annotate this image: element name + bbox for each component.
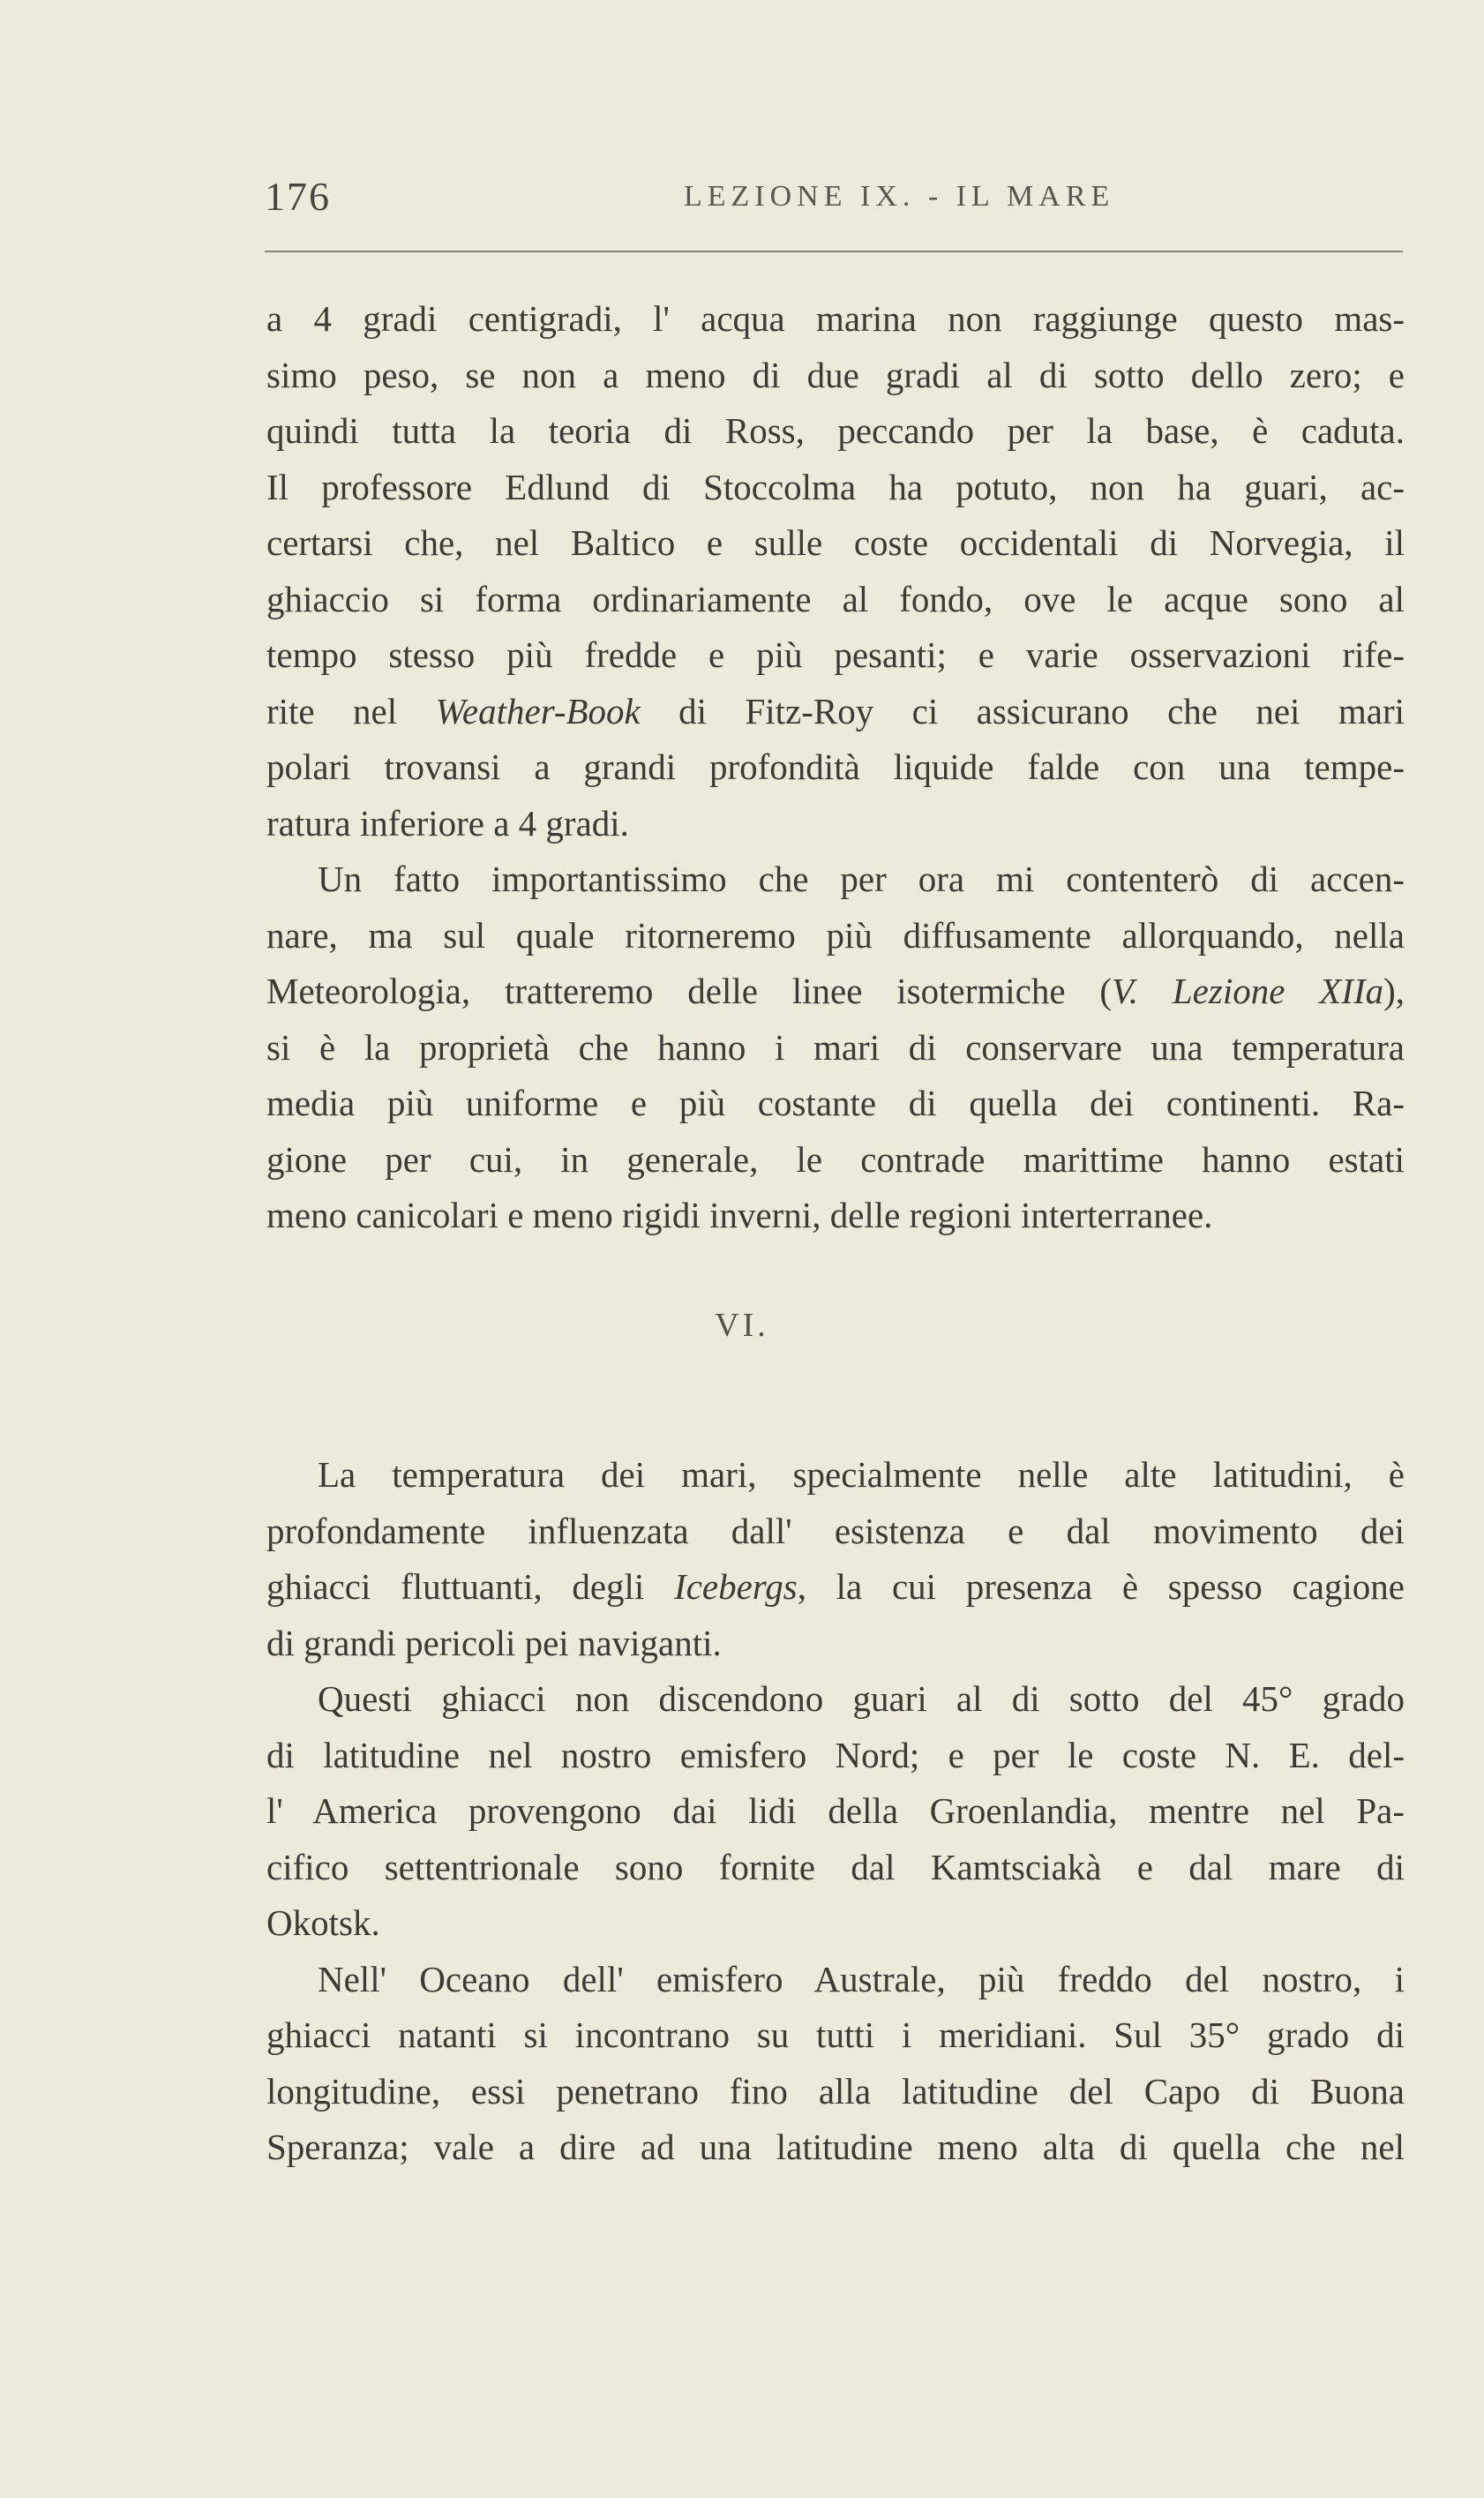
text-line: ghiaccio si forma ordinariamente al fondo, ove le acque sono al <box>266 578 1405 619</box>
header-rule <box>265 251 1403 252</box>
text-line: tempo stesso più fredde e più pesanti; e varie osservazioni rife- <box>266 634 1405 675</box>
text-line <box>266 1559 1405 1616</box>
paragraph-block-2 <box>266 1447 1405 2176</box>
text-line: si è la proprietà che hanno i mari di conservare una temperatura <box>266 1026 1405 1068</box>
text-line: Un fatto importantissimo che per ora mi contenterò di accen- <box>318 859 1405 899</box>
text-line: a 4 gradi centigradi, l' acqua marina non raggiunge questo mas- <box>266 298 1405 339</box>
text-run: , la cui presenza è spesso cagione <box>797 1566 1405 1607</box>
text-line: longitudine, essi penetrano fino alla latitudine del Capo di Buona <box>266 2070 1405 2112</box>
text-line: gione per cui, in generale, le contrade marittime hanno estati <box>266 1138 1405 1180</box>
running-title: LEZIONE IX. - IL MARE <box>684 180 1115 213</box>
page-header <box>265 173 1412 226</box>
italic-title: Weather-Book <box>435 690 641 731</box>
text-line: ghiacci natanti si incontrano su tutti i meridiani. Sul 35° grado di <box>266 2014 1405 2055</box>
text-line: Nell' Oceano dell' emisfero Australe, più freddo del nostro, i <box>318 1958 1405 1999</box>
text-line: simo peso, se non a meno di due gradi al di sotto dello zero; e <box>266 354 1405 395</box>
text-line: l' America provengono dai lidi della Groenlandia, mentre nel Pa- <box>266 1790 1405 1831</box>
text-line: di latitudine nel nostro emisfero Nord; e per le coste N. E. del- <box>266 1734 1405 1775</box>
text-line: di grandi pericoli pei naviganti. <box>266 1622 722 1663</box>
text-line: Okotsk. <box>266 1902 380 1943</box>
text-line: ratura inferiore a 4 gradi. <box>266 802 629 844</box>
text-run: di Fitz-Roy ci assicurano che nei mari <box>640 690 1405 731</box>
text-run: ghiacci fluttuanti, degli <box>266 1566 675 1607</box>
paragraph-block-1 <box>266 291 1405 1244</box>
text-line: certarsi che, nel Baltico e sulle coste occidentali di Norvegia, il <box>266 522 1405 563</box>
italic-reference: V. Lezione XIIa <box>1112 971 1384 1011</box>
text-line: Questi ghiacci non discendono guari al di sotto del 45° grado <box>318 1678 1405 1719</box>
text-run: Meteorologia, tratteremo delle linee isotermiche ( <box>266 971 1113 1011</box>
text-line: media più uniforme e più costante di quella dei continenti. Ra- <box>266 1083 1405 1123</box>
page-number: 176 <box>265 174 331 219</box>
text-line: La temperatura dei mari, specialmente nelle alte latitudini, è <box>318 1454 1405 1495</box>
text-line: nare, ma sul quale ritorneremo più diffusamente allorquando, nella <box>266 914 1405 956</box>
section-number: VI. <box>715 1307 769 1344</box>
text-line: cifico settentrionale sono fornite dal Kamtsciakà e dal mare di <box>266 1846 1405 1887</box>
text-line: polari trovansi a grandi profondità liquide falde con una tempe- <box>266 746 1405 787</box>
text-line: Speranza; vale a dire ad una latitudine meno alta di quella che nel <box>266 2127 1405 2167</box>
text-line <box>266 964 1405 1020</box>
text-line: Il professore Edlund di Stoccolma ha potuto, non ha guari, ac- <box>266 466 1405 507</box>
text-line: profondamente influenzata dall' esistenza e dal movimento dei <box>266 1510 1405 1551</box>
text-run: rite nel <box>266 690 436 731</box>
text-line <box>266 684 1405 740</box>
text-line: quindi tutta la teoria di Ross, peccando per la base, è caduta. <box>266 410 1405 451</box>
text-run: ), <box>1383 971 1405 1011</box>
italic-term: Icebergs <box>674 1566 798 1607</box>
text-line: meno canicolari e meno rigidi inverni, delle regioni interterranee. <box>266 1195 1213 1235</box>
